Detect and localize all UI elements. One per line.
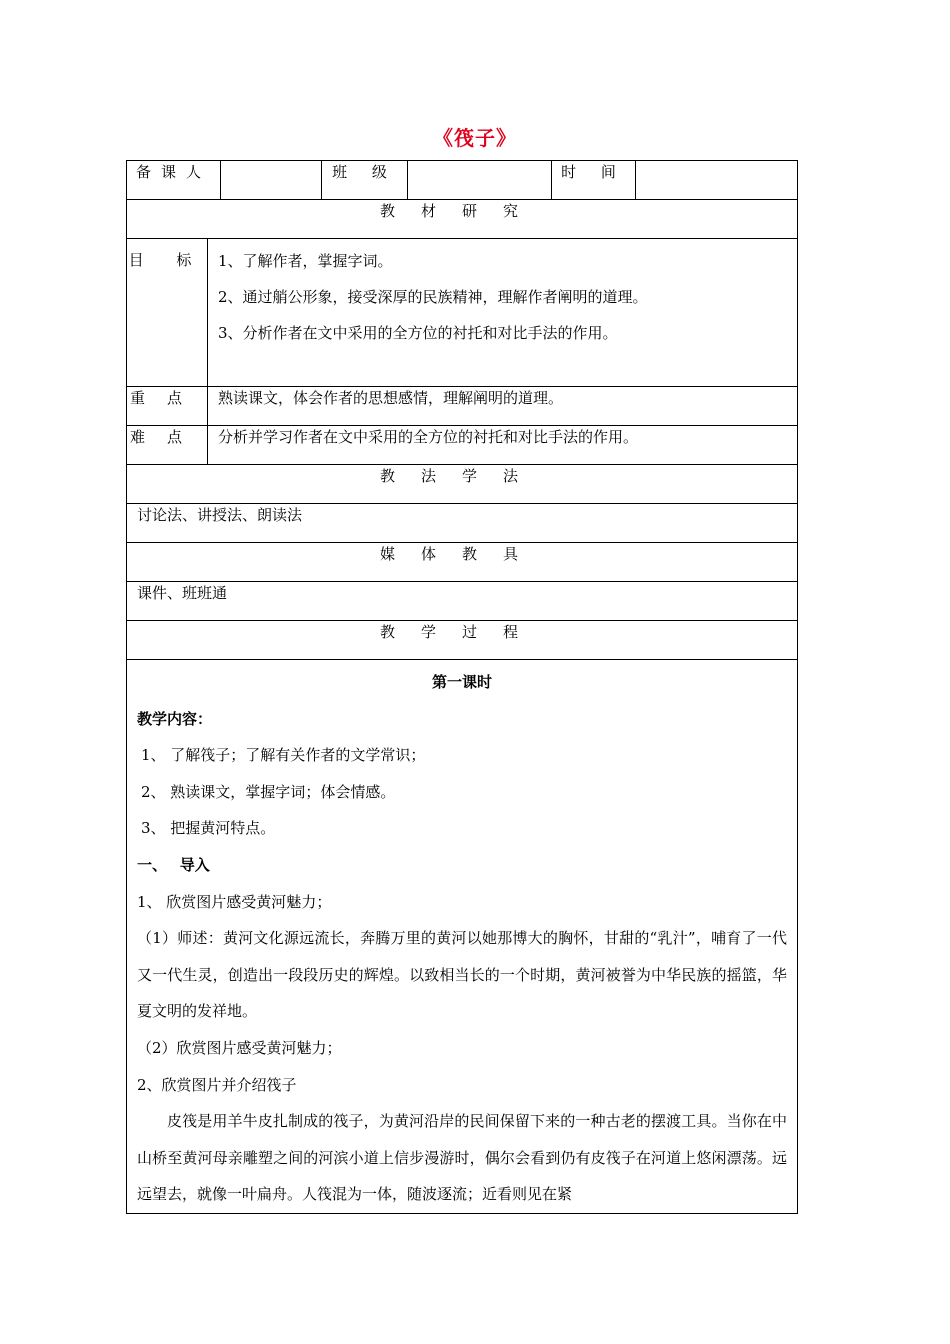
process-content	[127, 660, 798, 1214]
section-process-title: 教学过程	[127, 621, 798, 660]
section-material-title: 教材研究	[127, 200, 798, 239]
section-method-title: 教法学法	[127, 465, 798, 504]
method-row	[127, 504, 798, 543]
goals-row	[127, 239, 798, 387]
section-media-title: 媒体教具	[127, 543, 798, 582]
goals-content	[208, 239, 798, 387]
media-text: 课件、班班通	[127, 582, 798, 621]
section-process-row	[127, 621, 798, 660]
content-label: 教学内容：	[137, 709, 213, 728]
preparer-label: 备课人	[127, 161, 221, 200]
goal-item: 3、分析作者在文中采用的全方位的衬托和对比手法的作用。	[218, 324, 618, 342]
lesson-heading: 第一课时	[432, 673, 493, 691]
teacher-paragraph: （1）师述：黄河文化源远流长，奔腾万里的黄河以她那博大的胸怀，甘甜的“乳汁”，哺育了一代又一代生灵，创造出一段段历史的辉煌。以致相当长的一个时期，黄河被誉为中华民族的摇篮，华夏文明的发祥地。	[137, 929, 788, 1021]
method-text: 讨论法、讲授法、朗读法	[127, 504, 798, 543]
page-title: 《筏子》	[433, 126, 517, 150]
section-method-row	[127, 465, 798, 504]
raft-paragraph: 皮筏是用羊牛皮扎制成的筏子，为黄河沿岸的民间保留下来的一种古老的摆渡工具。当你在中山桥至黄河母亲雕塑之间的河滨小道上信步漫游时，偶尔会看到仍有皮筏子在河道上悠闲漂荡。远远望去，就像一叶扁舟。人筏混为一体，随波逐流；近看则见在紧	[137, 1112, 788, 1204]
header-row	[127, 161, 798, 200]
time-value[interactable]	[636, 161, 798, 200]
difficult-point-text: 分析并学习作者在文中采用的全方位的衬托和对比手法的作用。	[208, 426, 798, 465]
goals-label: 目 标	[127, 239, 208, 387]
goal-item: 1、了解作者，掌握字词。	[218, 252, 393, 270]
media-row	[127, 582, 798, 621]
sub-heading: （2）欣赏图片感受黄河魅力；	[137, 1038, 342, 1057]
difficult-point-row	[127, 426, 798, 465]
step-heading: 一、 导入	[137, 855, 210, 874]
class-label: 班 级	[322, 161, 408, 200]
process-row	[127, 660, 798, 1214]
content-item: 1、 了解筏子；了解有关作者的文学常识；	[141, 746, 426, 765]
sub-heading: 2、欣赏图片并介绍筏子	[137, 1075, 297, 1094]
lesson-plan-table	[126, 160, 798, 1214]
content-item: 3、 把握黄河特点。	[141, 819, 276, 838]
sub-heading: 1、 欣赏图片感受黄河魅力；	[137, 892, 332, 911]
goal-item: 2、通过艄公形象，接受深厚的民族精神，理解作者阐明的道理。	[218, 288, 648, 306]
key-point-label: 重点	[127, 387, 208, 426]
section-media-row	[127, 543, 798, 582]
content-item: 2、 熟读课文，掌握字词；体会情感。	[141, 782, 396, 801]
key-point-text: 熟读课文，体会作者的思想感情，理解阐明的道理。	[208, 387, 798, 426]
class-value[interactable]	[408, 161, 552, 200]
time-label: 时 间	[552, 161, 636, 200]
section-material-row	[127, 200, 798, 239]
key-point-row	[127, 387, 798, 426]
preparer-value[interactable]	[221, 161, 322, 200]
difficult-point-label: 难点	[127, 426, 208, 465]
